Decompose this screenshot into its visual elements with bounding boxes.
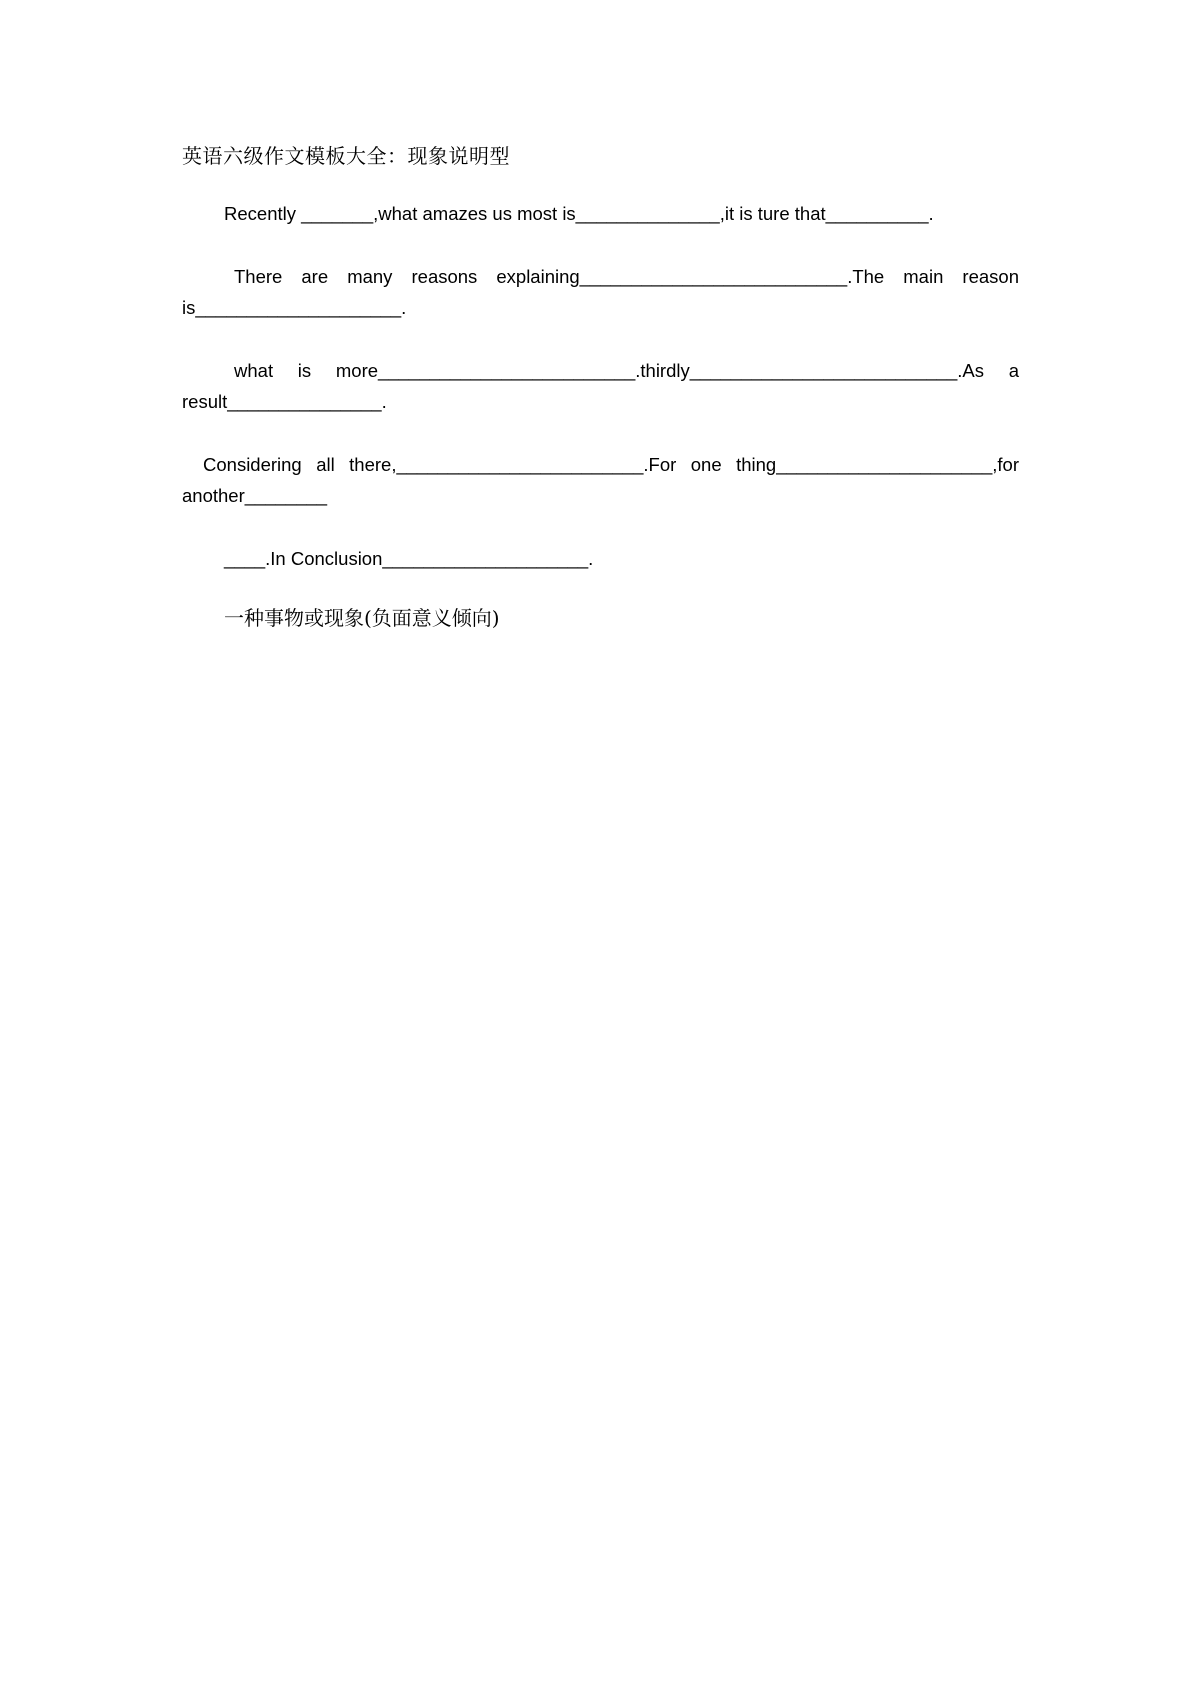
paragraph-considering: Considering all there,________________________.For one thing_____________________,for another________ [182, 454, 1019, 506]
category-note: 一种事物或现象(负面意义倾向) [224, 606, 500, 630]
paragraph-what-is-more: what is more_________________________.thirdly__________________________.As a result_______________. [182, 360, 1019, 412]
paragraph-reasons: There are many reasons explaining__________________________.The main reason is____________________. [182, 266, 1019, 318]
document-title: 英语六级作文模板大全：现象说明型 [182, 144, 510, 168]
paragraph-recently: Recently _______,what amazes us most is______________,it is ture that__________. [224, 203, 934, 224]
paragraph-conclusion: ____.In Conclusion____________________. [224, 548, 594, 569]
document-body [182, 140, 1019, 634]
